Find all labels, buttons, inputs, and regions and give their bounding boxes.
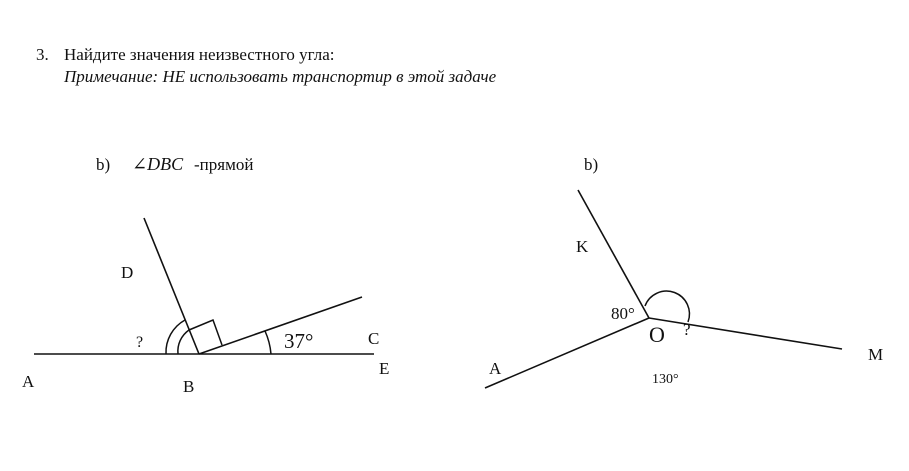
figure-right — [485, 155, 883, 388]
point-label-e: E — [379, 359, 390, 378]
point-label-a-right: A — [489, 359, 502, 378]
unknown-angle-label: ? — [136, 334, 144, 351]
point-label-o: O — [649, 322, 665, 347]
point-label-m: M — [868, 345, 884, 364]
unknown-angle-label-right: ? — [683, 320, 691, 339]
ray-om — [649, 318, 842, 349]
condition-text: -прямой — [194, 155, 254, 174]
point-label-d: D — [121, 263, 134, 282]
ray-oa — [485, 318, 649, 388]
given-angle-arc — [265, 331, 271, 354]
figure-right-label: b) — [584, 155, 599, 174]
point-label-a: A — [22, 372, 35, 391]
task-number: 3. — [36, 45, 49, 64]
point-label-k: K — [576, 237, 589, 256]
task-note: Примечание: НЕ использовать транспортир в этой задаче — [64, 67, 497, 86]
task-title: Найдите значения неизвестного угла: — [64, 45, 335, 64]
angle-label-80: 80° — [611, 304, 635, 323]
point-label-c: C — [368, 329, 380, 348]
unknown-angle-arc — [645, 291, 689, 322]
angle-label-130: 130° — [652, 372, 679, 387]
ray-ok — [578, 190, 649, 318]
point-label-b: B — [183, 377, 195, 396]
condition-angle: ∠DBC — [132, 154, 184, 174]
figure-left — [22, 154, 389, 396]
unknown-angle-arc-inner — [178, 330, 189, 354]
ray-bc — [199, 297, 362, 354]
figure-left-label: b) — [96, 155, 111, 174]
given-angle-label: 37° — [284, 329, 314, 353]
